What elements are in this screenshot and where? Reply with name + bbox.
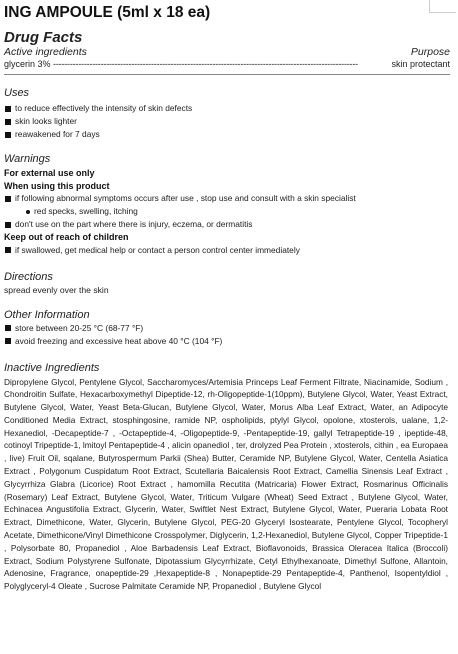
square-bullet-icon: [5, 222, 11, 228]
list-sub-item: red specks, swelling, itching: [4, 205, 450, 218]
active-ingredient-row: [4, 58, 450, 70]
square-bullet-icon: [5, 119, 11, 125]
list-item: skin looks lighter: [4, 115, 450, 128]
keep-out-text: Keep out of reach of children: [4, 232, 129, 242]
list-item: don't use on the part where there is injury, eczema, or dermatitis: [4, 218, 450, 231]
uses-heading: Uses: [4, 87, 30, 99]
list-item: if following abnormal symptoms occurs after use , stop use and consult with a skin specialist: [4, 192, 450, 205]
directions-heading: Directions: [4, 270, 53, 283]
uses-list: [4, 102, 450, 141]
drug-facts-title: Drug Facts: [4, 29, 83, 46]
when-using-text: When using this product: [4, 180, 110, 191]
list-item: if swallowed, get medical help or contact a person control center immediately: [4, 244, 450, 257]
square-bullet-icon: [5, 325, 11, 331]
list-item: avoid freezing and excessive heat above 40 °C (104 °F): [4, 335, 450, 348]
warnings-list: [4, 192, 450, 231]
section-divider: [4, 74, 450, 75]
inactive-ingredients-text: Dipropylene Glycol, Pentylene Glycol, Saccharomyces/Artemisia Princeps Leaf Ferment Filtrate, Niacinamide, Sodium , Chondroitin Sulfate, Hexacarboxymethyl Dipeptide-12, rh-Oligopeptide-1(10ppm), Butylene Glycol, Water, Yeast Extract, Butylene Glycol, Water, Yeast Beta-Glucan, Butylene Glycol, Water, Morus Alba Leaf Extract, Water, an Adipocyte Conditioned Media Extract, stosphingosine, ramide NP, ospholipids, ptylyl Glycol, opolone, xtosterols, ualane, 1,2-Hexanediol, -Decapeptide-7 , -Octapeptide-4, -Oligopeptide-9, -Pentapeptide-19, gallyl Tetrapeptide-19 , ipeptide-48, cotinoyl Tripeptide-1, lmitoyl Pentapeptide-4 , alicin opanediol , ter, drolyzed Pea Protein , xtosterols, cithin , ea Europaea , live) Fruit Oil, sqalane, Butyrospermum Parkii (Shea) Butter, Ceramide NP, Butylene Glycol, Water, Centella Asiatica Extract , Polygonum Cuspidatum Root Extract, Scutellaria Baicalensis Root Extract, Camellia Sinensis Leaf Extract , Glycyrrhiza Glabra (Licorice) Root Extract , hamomilla Recutita (Matricaria) Flower Extract, Rosmarinus Officinalis (Rosemary) Leaf Extract, Butylene Glycol, Water, Triticum Vulgare (Wheat) Seed Extract , Butylene Glycol, Water, Echinacea Angustifolia Extract, Glycerin, Water, Swiftlet Nest Extract, Butylene Glycol, Water, Pueraria Lobata Root Extract, Dimethicone, Water, Glycerin, Butylene Glycol, PEG-20 Glyceryl Isostearate, Pentylene Glycol, Tocopheryl Acetate, Dimethicone/Vinyl Dimethicone Crosspolymer, Diglycerin, 1,2-Hexanediol, Butylene Glycol, Copper Tripeptide-1 , Polysorbate 80, Propanediol , Aloe Barbadensis Leaf Extract, Bioflavonoids, Brassica Oleracea Italica (Broccoli) Extract, Sodium Polystyrene Sulfonate, Dipotassium Glycyrrhizate, Cetyl Ethylhexanoate, Dimethyl Sulfone, Allantoin, Adenosine, Fragrance, onapeptide-29 ,Hexapeptide-8 , Nonapeptide-29 Pentapeptide-4, Panthenol, Isopentyldiol , Polyglyceryl-4 Oleate , Sucrose Palmitate Ceramide NP, Propanediol , Butylene Glycol: [4, 376, 448, 592]
square-bullet-icon: [5, 132, 11, 138]
external-use-text: For external use only: [4, 168, 95, 178]
warnings-list-2: [4, 244, 450, 257]
document-page: [4, 0, 450, 593]
square-bullet-icon: [5, 196, 11, 202]
dash-leader: -------------------------------------------------------------------------------------------------------------: [53, 59, 358, 69]
list-item: store between 20-25 °C (68-77 °F): [4, 322, 450, 335]
purpose-value: skin protectant: [391, 59, 450, 69]
round-bullet-icon: [26, 210, 30, 214]
other-information-list: [4, 322, 450, 348]
warnings-section: [4, 167, 450, 257]
product-title: ING AMPOULE (5ml x 18 ea): [4, 4, 211, 21]
page-corner-mark: [429, 0, 456, 13]
other-information-heading: Other Information: [4, 308, 90, 321]
square-bullet-icon: [5, 106, 11, 112]
drug-facts-header-row: [4, 46, 450, 58]
inactive-ingredients-heading: Inactive Ingredients: [4, 361, 100, 374]
directions-text: spread evenly over the skin: [4, 284, 109, 295]
purpose-label: Purpose: [410, 46, 450, 58]
square-bullet-icon: [5, 338, 11, 344]
list-item: reawakened for 7 days: [4, 128, 450, 141]
square-bullet-icon: [5, 247, 11, 253]
active-ingredients-label: Active ingredients: [4, 46, 87, 58]
active-ingredient-value: glycerin 3%: [4, 59, 51, 69]
list-item: to reduce effectively the intensity of skin defects: [4, 102, 450, 115]
warnings-heading: Warnings: [4, 153, 51, 165]
